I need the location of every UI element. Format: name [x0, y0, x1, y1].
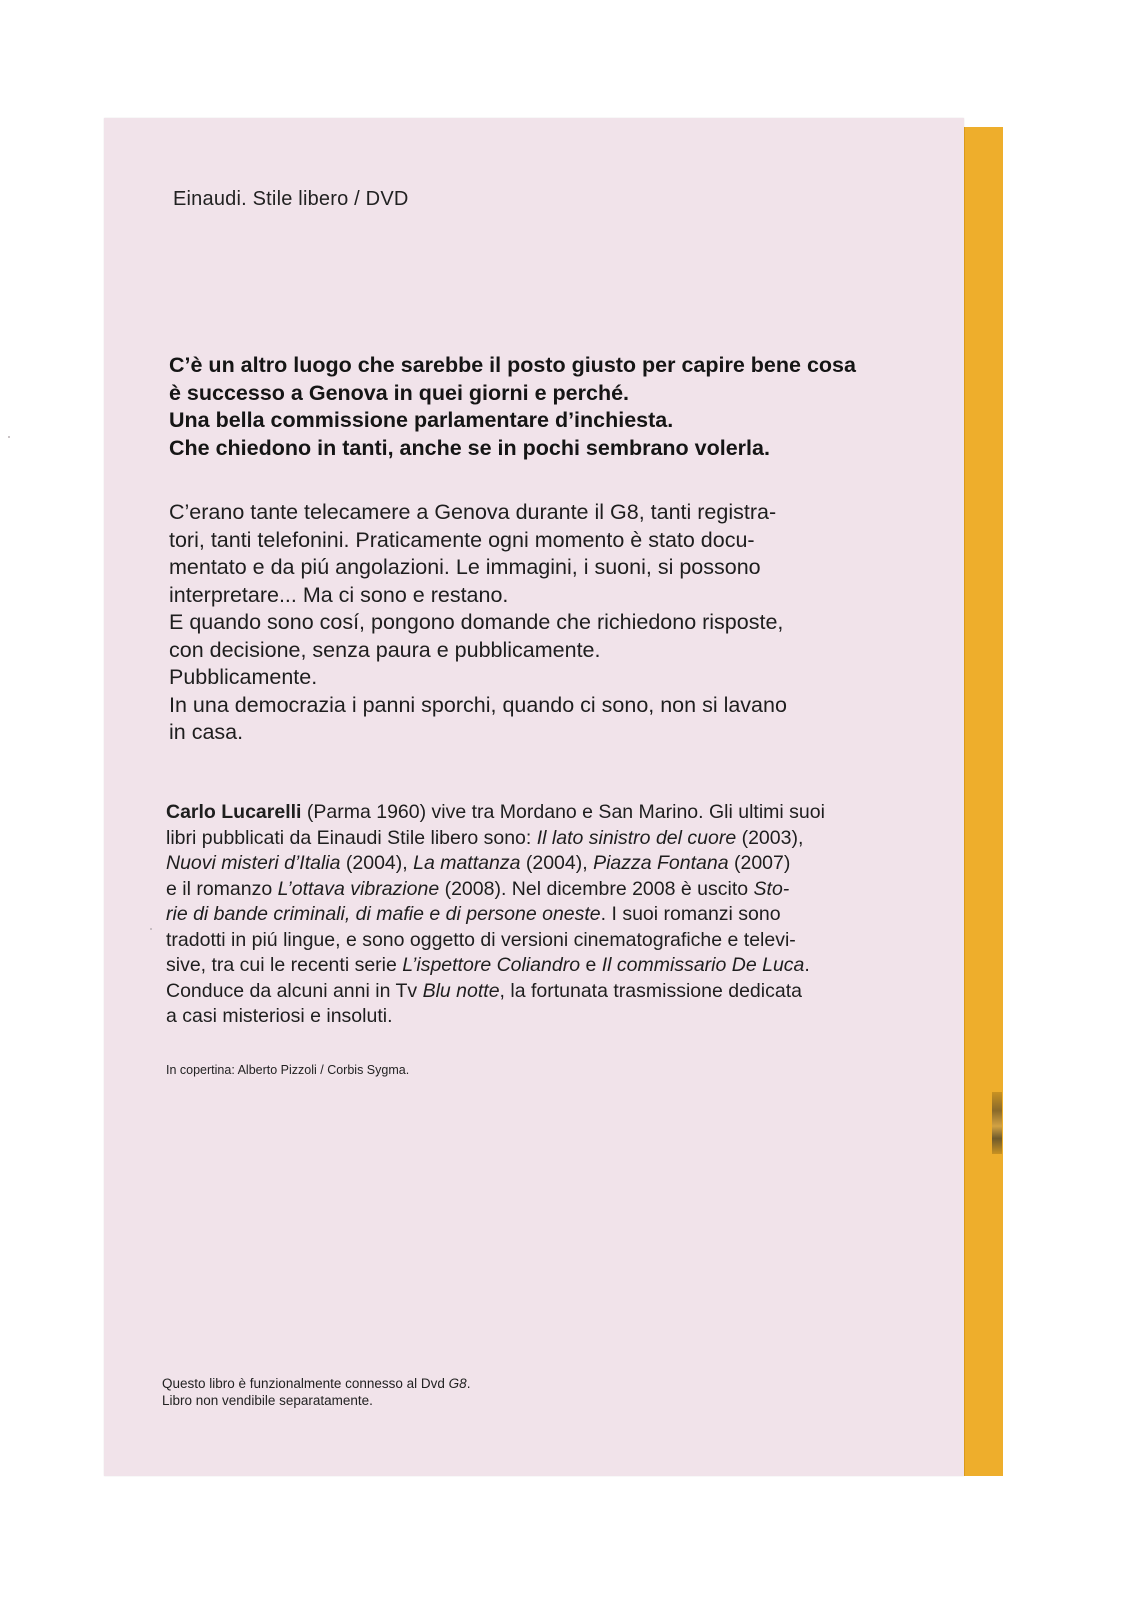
cover-credit: In copertina: Alberto Pizzoli / Corbis Sygma.: [166, 1063, 410, 1077]
description-paragraph: [169, 499, 897, 747]
spine-decoration: [992, 1092, 1002, 1154]
bio-line: Conduce da alcuni anni in Tv Blu notte, la fortunata trasmissione dedicata: [166, 979, 802, 1002]
description-line: In una democrazia i panni sporchi, quando ci sono, non si lavano: [169, 692, 787, 717]
footer-line: Questo libro è funzionalmente connesso al Dvd G8.: [162, 1376, 471, 1391]
description-line: E quando sono cosí, pongono domande che richiedono risposte,: [169, 610, 784, 634]
description-line: C’erano tante telecamere a Genova durante il G8, tanti registra-: [169, 500, 777, 524]
blurb-line: Una bella commissione parlamentare d’inchiesta.: [169, 408, 674, 432]
blurb-line: C’è un altro luogo che sarebbe il posto giusto per capire bene cosa: [169, 353, 856, 377]
author-name: Carlo Lucarelli: [166, 801, 302, 823]
book-title: L’ottava vibrazione: [277, 877, 440, 900]
book-title: Sto-: [753, 877, 790, 900]
bio-line: tradotti in piú lingue, e sono oggetto di versioni cinematografiche e televi-: [166, 928, 796, 951]
description-line: interpretare... Ma ci sono e restano.: [169, 582, 509, 607]
bio-line: a casi misteriosi e insoluti.: [166, 1005, 393, 1027]
description-line: tori, tanti telefonini. Praticamente ogni momento è stato docu-: [169, 527, 755, 552]
book-title: Piazza Fontana: [593, 852, 729, 874]
bio-line: Carlo Lucarelli (Parma 1960) vive tra Mordano e San Marino. Gli ultimi suoi: [166, 801, 825, 823]
footer-note: [162, 1375, 470, 1409]
bio-line: Nuovi misteri d’Italia (2004), La mattanza (2004), Piazza Fontana (2007): [166, 852, 791, 874]
book-title: Nuovi misteri d’Italia: [166, 852, 341, 874]
bio-line: e il romanzo L’ottava vibrazione (2008). Nel dicembre 2008 è uscito Sto-: [166, 877, 790, 900]
blurb-line: è successo a Genova in quei giorni e perché.: [169, 380, 630, 405]
bio-line: rie di bande criminali, di mafie e di persone oneste. I suoi romanzi sono: [166, 903, 781, 925]
footer-line: Libro non vendibile separatamente.: [162, 1393, 373, 1408]
bio-line: sive, tra cui le recenti serie L’ispettore Coliandro e Il commissario De Luca.: [166, 954, 810, 976]
description-line: mentato e da piú angolazioni. Le immagini, i suoni, si possono: [169, 555, 761, 579]
description-line: in casa.: [169, 720, 244, 744]
book-title: rie di bande criminali, di mafie e di persone oneste: [166, 903, 601, 925]
bio-line: libri pubblicati da Einaudi Stile libero sono: Il lato sinistro del cuore (2003),: [166, 826, 804, 849]
tv-series-title: L’ispettore Coliandro: [402, 954, 581, 976]
description-line: Pubblicamente.: [169, 665, 318, 689]
series-label: Einaudi. Stile libero / DVD: [173, 188, 409, 210]
scan-speck: [8, 436, 10, 438]
author-bio: [166, 800, 896, 1030]
description-line: con decisione, senza paura e pubblicamente.: [169, 637, 601, 662]
tv-series-title: Il commissario De Luca: [601, 954, 805, 976]
scan-speck: [150, 928, 152, 930]
book-title: Il lato sinistro del cuore: [536, 826, 737, 849]
book-title: La mattanza: [413, 852, 521, 874]
blurb-line: Che chiedono in tanti, anche se in pochi sembrano volerla.: [169, 435, 770, 460]
blurb-paragraph: [169, 352, 909, 462]
book-spine: [964, 127, 1003, 1476]
back-cover: [104, 118, 964, 1476]
tv-show-title: Blu notte: [422, 979, 500, 1002]
